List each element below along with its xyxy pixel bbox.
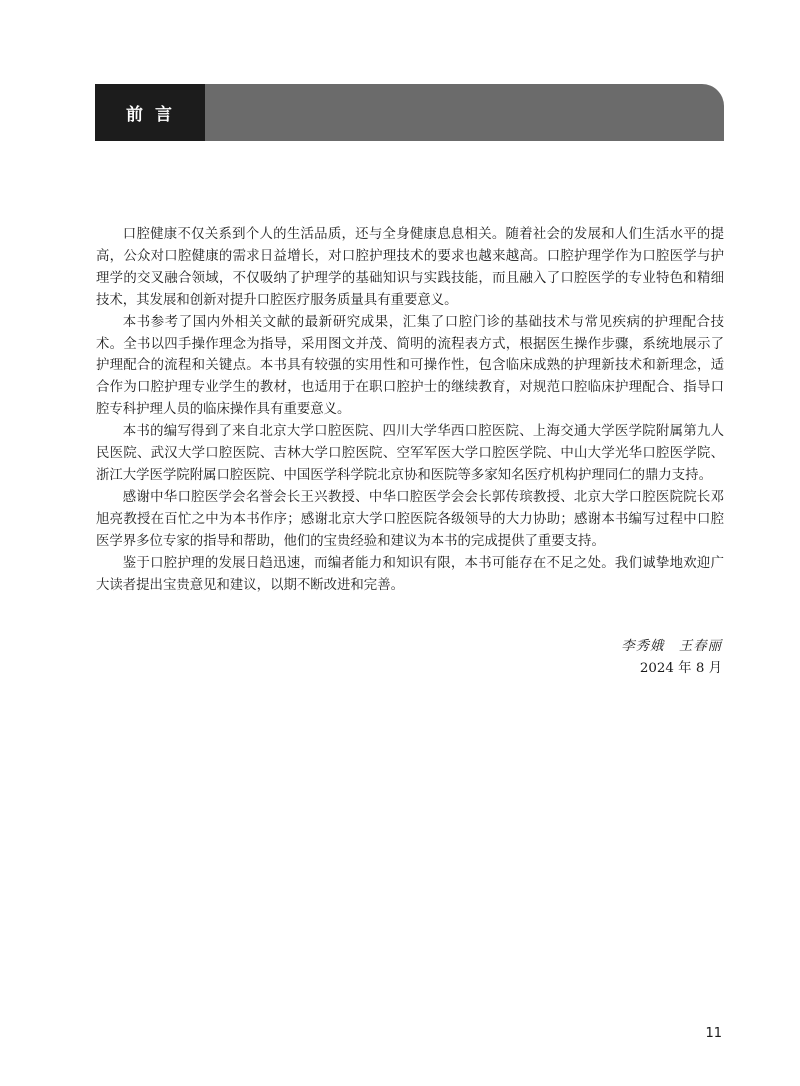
paragraph: 本书参考了国内外相关文献的最新研究成果，汇集了口腔门诊的基础技术与常见疾病的护理配合技术。全书以四手操作理念为指导，采用图文并茂、简明的流程表方式，根据医生操作步骤，系统地展示了护理配合的流程和关键点。本书具有较强的实用性和可操作性，包含临床成熟的护理新技术和新理念，适合作为口腔护理专业学生的教材，也适用于在职口腔护士的继续教育，对规范口腔临床护理配合、指导口腔专科护理人员的临床操作具有重要意义。: [96, 314, 724, 418]
page-number: 11: [705, 1026, 722, 1041]
paragraph: 感谢中华口腔医学会名誉会长王兴教授、中华口腔医学会会长郭传瑸教授、北京大学口腔医院院长邓旭亮教授在百忙之中为本书作序；感谢北京大学口腔医院各级领导的大力协助；感谢本书编写过程中口腔医学界多位专家的指导和帮助，他们的宝贵经验和建议为本书的完成提供了重要支持。: [96, 489, 724, 549]
signature-block: [621, 636, 722, 680]
paragraph: 本书的编写得到了来自北京大学口腔医院、四川大学华西口腔医院、上海交通大学医学院附属第九人民医院、武汉大学口腔医院、吉林大学口腔医院、空军军医大学口腔医学院、中山大学光华口腔医学院、浙江大学医学院附属口腔医院、中国医学科学院北京协和医院等多家知名医疗机构护理同仁的鼎力支持。: [96, 424, 724, 483]
paragraph: 鉴于口腔护理的发展日趋迅速，而编者能力和知识有限，本书可能存在不足之处。我们诚挚地欢迎广大读者提出宝贵意见和建议，以期不断改进和完善。: [96, 555, 724, 593]
chapter-header-bar: [95, 84, 724, 141]
paragraph: 口腔健康不仅关系到个人的生活品质，还与全身健康息息相关。随着社会的发展和人们生活水平的提高，公众对口腔健康的需求日益增长，对口腔护理技术的要求也越来越高。口腔护理学作为口腔医学与护理学的交叉融合领域，不仅吸纳了护理学的基础知识与实践技能，而且融入了口腔医学的专业特色和精细技术，其发展和创新对提升口腔医疗服务质量具有重要意义。: [96, 227, 724, 308]
signature-date: 2024 年 8 月: [639, 661, 722, 676]
chapter-title: 前言: [95, 84, 205, 141]
preface-body: [96, 224, 724, 596]
author-names: 李秀娥 王春丽: [621, 639, 722, 654]
